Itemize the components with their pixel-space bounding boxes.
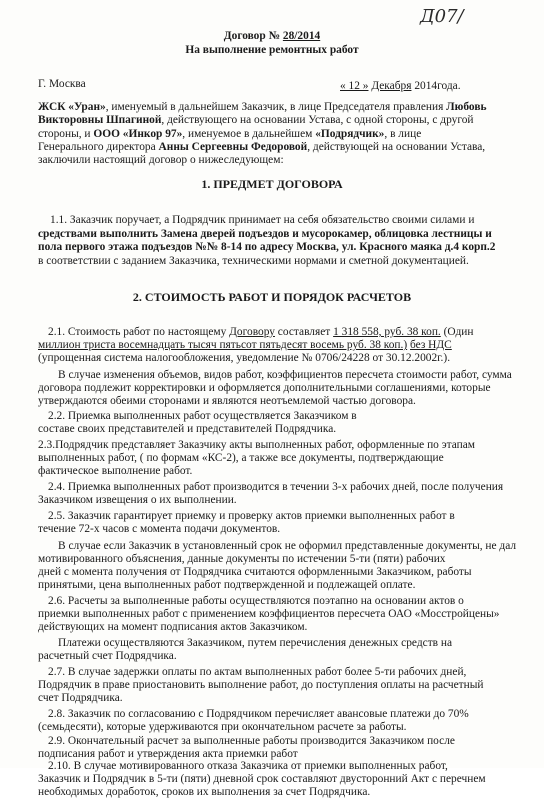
body-line: договора подлежит корректировки и оформляется дополнительными соглашениями, которые (38, 382, 491, 394)
body-line: Заказчик и Подрядчик в 5-ти (пяти) дневной срок составляют двусторонний Акт с перечнем (38, 773, 486, 785)
body-line: 2.6. Расчеты за выполненные работы осуществляются поэтапно на основании актов о (48, 595, 464, 607)
body-line: 2.1. Стоимость работ по настоящему Договору составляет 1 318 558, руб. 38 коп. (Один (48, 326, 474, 338)
body-line: 2.10. В случае мотивированного отказа Заказчика от приемки выполненных работ, (48, 760, 448, 772)
body-line: дней с момента получения от Подрядчика считаются оформленными Заказчиком, работы (38, 566, 472, 578)
section-1-heading: 1. ПРЕДМЕТ ДОГОВОРА (201, 177, 343, 191)
body-line: приемки выполненных работ с применением коэффициентов пересчета ОАО «Мосстройцены» (38, 608, 500, 620)
body-line: мотивированного объяснения, данные документы по истечении 5-ти (пяти) рабочих (38, 553, 446, 565)
preamble-line: стороны, и ООО «Инкор 97», именуемое в дальнейшем «Подрядчик», в лице (38, 128, 422, 140)
body-line: 2.8. Заказчик по согласованию с Подрядчиком перечисляет авансовые платежи до 70% (48, 708, 469, 720)
body-line: счет Подрядчика. (38, 692, 123, 704)
body-line: (семьдесяти), которые удерживаются при окончательном расчете за работы. (38, 721, 407, 733)
contract-date: « 12 » Декабря 2014года. (340, 80, 461, 92)
body-line: в соответствии с заданием Заказчика, техническими нормами и сметной документацией. (38, 255, 469, 267)
body-line: подписания работ и утверждения акта приемки работ (38, 748, 298, 760)
handwritten-signature: Д07/ (420, 6, 464, 27)
body-line: В случае изменения объемов, видов работ, коэффициентов пересчета стоимости работ, сумма (58, 369, 512, 381)
body-line: необходимых доработок, сроков их выполнения за счет Подрядчика. (38, 786, 371, 798)
body-line: средствами выполнить Замена дверей подъездов и мусорокамер, облицовка лестницы и (38, 228, 492, 240)
preamble-line: Викторовны Шпагиной, действующего на основании Устава, с одной стороны, с другой (38, 114, 474, 126)
body-line: фактическое выполнение работ. (38, 465, 193, 477)
body-line: 2.3.Подрядчик представляет Заказчику акты выполненных работ, оформленные по этапам (38, 439, 475, 451)
contract-title: Договор № 28/2014 (223, 30, 321, 42)
body-line: течение 72-х часов с момента подачи документов. (38, 523, 281, 535)
body-line: 1.1. Заказчик поручает, а Подрядчик принимает на себя обязательство своими силами и (50, 214, 475, 226)
body-line: Заказчиком извещения о их выполнении. (38, 494, 237, 506)
body-line: принятыми, цена выполненных работ подтвержденной и подлежащей оплате. (38, 579, 416, 591)
body-line: (упрощенная система налогообложения, уведомление № 0706/24228 от 30.12.2002г.). (38, 352, 451, 364)
body-line: В случае если Заказчик в установленный срок не оформил представленные документы, не дал (58, 540, 517, 552)
body-line: расчетный счет Подрядчика. (38, 650, 177, 662)
body-line: Платежи осуществляются Заказчиком, путем перечисления денежных средств на (58, 637, 453, 649)
body-line: выполненных работ, ( по формам «КС-2), а также все документы, подтверждающие (38, 452, 444, 464)
contract-subtitle: На выполнение ремонтных работ (185, 44, 359, 56)
preamble-line: заключили настоящий договор о нижеследующем: (38, 154, 284, 166)
body-line: миллион триста восемнадцать тысяч пятьсот пятьдесят восемь руб. 38 коп.) без НДС (38, 339, 452, 351)
body-line: утверждаются обеими сторонами и являются неотъемлемой частью договора. (38, 395, 416, 407)
body-line: 2.9. Окончательный расчет за выполненные работы производится Заказчиком после (48, 735, 455, 747)
body-line: 2.2. Приемка выполненных работ осуществляется Заказчиком в (48, 410, 357, 422)
body-line: 2.7. В случае задержки оплаты по актам выполненных работ более 5-ти рабочих дней, (48, 666, 467, 678)
body-line: действующих на момент подписания актов Заказчиком. (38, 621, 308, 633)
body-line: 2.5. Заказчик гарантирует приемку и проверку актов приемки выполненных работ в (48, 510, 455, 522)
body-line: 2.4. Приемка выполненных работ производится в течении 3-х рабочих дней, после получения (48, 481, 504, 493)
body-line: составе своих представителей и представителей Подрядчика. (38, 423, 337, 435)
body-line: Подрядчик в праве приостановить выполнение работ, до поступления оплаты на расчетный (38, 679, 484, 691)
section-2-heading: 2. СТОИМОСТЬ РАБОТ И ПОРЯДОК РАСЧЕТОВ (132, 290, 412, 304)
body-line: пола первого этажа подъездов №№ 8-14 по адресу Москва, ул. Красного маяка д.4 корп.2 (38, 241, 496, 253)
preamble-line: Генерального директора Анны Сергеевны Федоровой, действующей на основании Устава, (38, 141, 486, 153)
preamble-line: ЖСК «Уран», именуемый в дальнейшем Заказчик, в лице Председателя правления Любовь (38, 101, 487, 113)
place: Г. Москва (38, 78, 86, 90)
